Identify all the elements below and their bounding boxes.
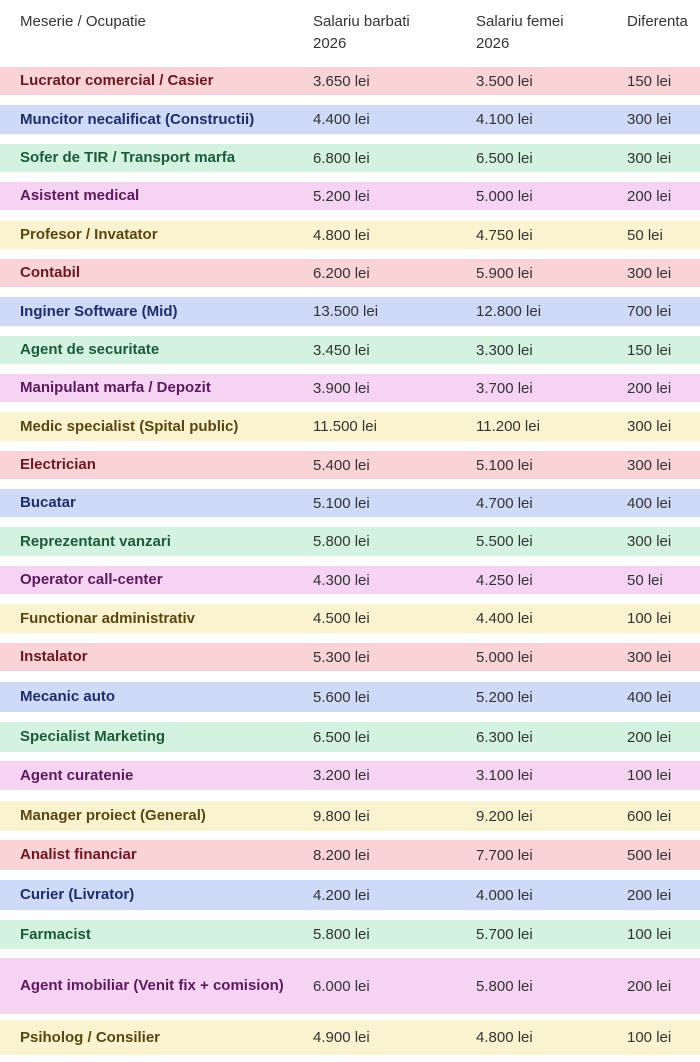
salary-difference: 300 lei — [627, 533, 672, 550]
table-row — [0, 336, 700, 364]
salary-men: 3.200 lei — [313, 767, 370, 784]
header-women-salary: Salariu femei 2026 — [476, 13, 564, 52]
salary-difference: 100 lei — [627, 610, 672, 627]
salary-women: 4.100 lei — [476, 111, 533, 128]
salary-men: 5.600 lei — [313, 688, 370, 706]
salary-men: 5.400 lei — [313, 456, 370, 474]
job-title: Electrician — [20, 456, 96, 473]
job-title: Reprezentant vanzari — [20, 532, 171, 550]
salary-men: 4.200 lei — [313, 886, 370, 904]
header-difference: Diferenta — [627, 13, 688, 30]
salary-men: 4.300 lei — [313, 571, 370, 589]
table-row — [0, 259, 700, 287]
salary-difference: 50 lei — [627, 226, 663, 244]
salary-women: 4.700 lei — [476, 494, 533, 512]
table-row — [0, 643, 700, 671]
job-title: Muncitor necalificat (Constructii) — [20, 110, 255, 128]
salary-men: 5.200 lei — [313, 187, 370, 205]
table-row — [0, 761, 700, 790]
job-title: Asistent medical — [20, 187, 140, 204]
header-men-salary: Salariu barbati 2026 — [313, 13, 410, 52]
salary-women: 4.000 lei — [476, 886, 533, 904]
table-row — [0, 1020, 700, 1055]
salary-women: 5.800 lei — [476, 977, 533, 995]
table-row — [0, 221, 700, 249]
table-row — [0, 374, 700, 402]
table-row — [0, 489, 700, 517]
salary-difference: 100 lei — [627, 1029, 672, 1046]
salary-men: 5.800 lei — [313, 533, 370, 550]
job-title: Medic specialist (Spital public) — [20, 417, 239, 435]
table-row — [0, 880, 700, 910]
table-row — [0, 722, 700, 752]
job-title: Manipulant marfa / Depozit — [20, 379, 211, 396]
table-row — [0, 604, 700, 633]
salary-women: 4.250 lei — [476, 571, 533, 589]
salary-women: 5.000 lei — [476, 648, 533, 666]
salary-women: 4.800 lei — [476, 1029, 533, 1046]
salary-men: 9.800 lei — [313, 807, 370, 825]
table-row — [0, 527, 700, 556]
header-job: Meserie / Ocupatie — [20, 13, 146, 30]
table-row — [0, 144, 700, 172]
salary-women: 11.200 lei — [476, 418, 540, 435]
salary-men: 4.900 lei — [313, 1029, 370, 1046]
table-header — [0, 0, 700, 62]
job-title: Analist financiar — [20, 846, 137, 863]
salary-women: 5.900 lei — [476, 264, 533, 282]
salary-men: 5.300 lei — [313, 648, 370, 666]
salary-men: 6.000 lei — [313, 977, 370, 995]
table-row — [0, 958, 700, 1014]
salary-difference: 700 lei — [627, 303, 672, 320]
job-title: Sofer de TIR / Transport marfa — [20, 149, 236, 166]
table-row — [0, 566, 700, 594]
salary-women: 9.200 lei — [476, 807, 533, 825]
salary-women: 7.700 lei — [476, 846, 533, 864]
salary-difference: 300 lei — [627, 456, 672, 474]
salary-difference: 150 lei — [627, 341, 672, 359]
salary-difference: 200 lei — [627, 187, 672, 205]
salary-men: 4.500 lei — [313, 610, 370, 627]
salary-men: 5.800 lei — [313, 926, 370, 943]
job-title: Functionar administrativ — [20, 609, 196, 627]
job-title: Instalator — [20, 648, 88, 665]
salary-men: 6.500 lei — [313, 728, 370, 746]
job-title: Operator call-center — [20, 571, 163, 588]
salary-men: 6.800 lei — [313, 149, 370, 167]
salary-difference: 300 lei — [627, 648, 672, 666]
salary-difference: 50 lei — [627, 571, 663, 589]
job-title: Specialist Marketing — [20, 728, 166, 745]
job-title: Lucrator comercial / Casier — [20, 72, 214, 89]
salary-men: 3.650 lei — [313, 72, 370, 90]
salary-difference: 300 lei — [627, 264, 672, 282]
job-title: Profesor / Invatator — [20, 226, 158, 243]
salary-women: 3.100 lei — [476, 767, 533, 784]
salary-difference: 200 lei — [627, 977, 672, 995]
salary-difference: 400 lei — [627, 688, 672, 706]
salary-women: 3.500 lei — [476, 72, 533, 90]
job-title: Psiholog / Consilier — [20, 1028, 161, 1046]
salary-difference: 200 lei — [627, 886, 672, 904]
table-row — [0, 182, 700, 210]
job-title: Farmacist — [20, 925, 91, 943]
salary-women: 12.800 lei — [476, 303, 542, 320]
salary-women: 5.100 lei — [476, 456, 533, 474]
job-title: Bucatar — [20, 494, 76, 511]
salary-men: 11.500 lei — [313, 418, 377, 435]
salary-difference: 400 lei — [627, 494, 672, 512]
table-row — [0, 67, 700, 95]
job-title: Manager proiect (General) — [20, 807, 206, 824]
salary-men: 3.450 lei — [313, 341, 370, 359]
salary-men: 4.400 lei — [313, 111, 370, 128]
salary-difference: 500 lei — [627, 846, 672, 864]
salary-women: 6.300 lei — [476, 728, 533, 746]
salary-women: 5.500 lei — [476, 533, 533, 550]
job-title: Agent imobiliar (Venit fix + comision) — [20, 977, 284, 994]
salary-women: 5.200 lei — [476, 688, 533, 706]
salary-difference: 100 lei — [627, 926, 672, 943]
salary-men: 3.900 lei — [313, 379, 370, 397]
salary-men: 8.200 lei — [313, 846, 370, 864]
table-row — [0, 105, 700, 134]
salary-difference: 100 lei — [627, 767, 672, 784]
table-row — [0, 451, 700, 479]
salary-difference: 600 lei — [627, 807, 672, 825]
salary-difference: 200 lei — [627, 379, 672, 397]
salary-difference: 300 lei — [627, 111, 672, 128]
job-title: Agent curatenie — [20, 766, 134, 784]
salary-men: 6.200 lei — [313, 264, 370, 282]
salary-men: 5.100 lei — [313, 494, 370, 512]
table-row — [0, 412, 700, 441]
table-row — [0, 297, 700, 326]
salary-difference: 200 lei — [627, 728, 672, 746]
salary-men: 4.800 lei — [313, 226, 370, 244]
salary-women: 4.400 lei — [476, 610, 533, 627]
job-title: Contabil — [20, 264, 80, 281]
salary-women: 5.700 lei — [476, 926, 533, 943]
table-row — [0, 920, 700, 949]
salary-women: 3.300 lei — [476, 341, 533, 359]
salary-women: 4.750 lei — [476, 226, 533, 244]
salary-women: 5.000 lei — [476, 187, 533, 205]
job-title: Inginer Software (Mid) — [20, 302, 178, 320]
salary-women: 6.500 lei — [476, 149, 533, 167]
salary-difference: 150 lei — [627, 72, 672, 90]
job-title: Curier (Livrator) — [20, 886, 135, 903]
job-title: Mecanic auto — [20, 688, 116, 705]
salary-men: 13.500 lei — [313, 303, 379, 320]
table-row — [0, 682, 700, 712]
salary-women: 3.700 lei — [476, 379, 533, 397]
salary-difference: 300 lei — [627, 149, 672, 167]
table-row — [0, 840, 700, 870]
job-title: Agent de securitate — [20, 341, 160, 358]
salary-difference: 300 lei — [627, 418, 672, 435]
table-row — [0, 801, 700, 831]
